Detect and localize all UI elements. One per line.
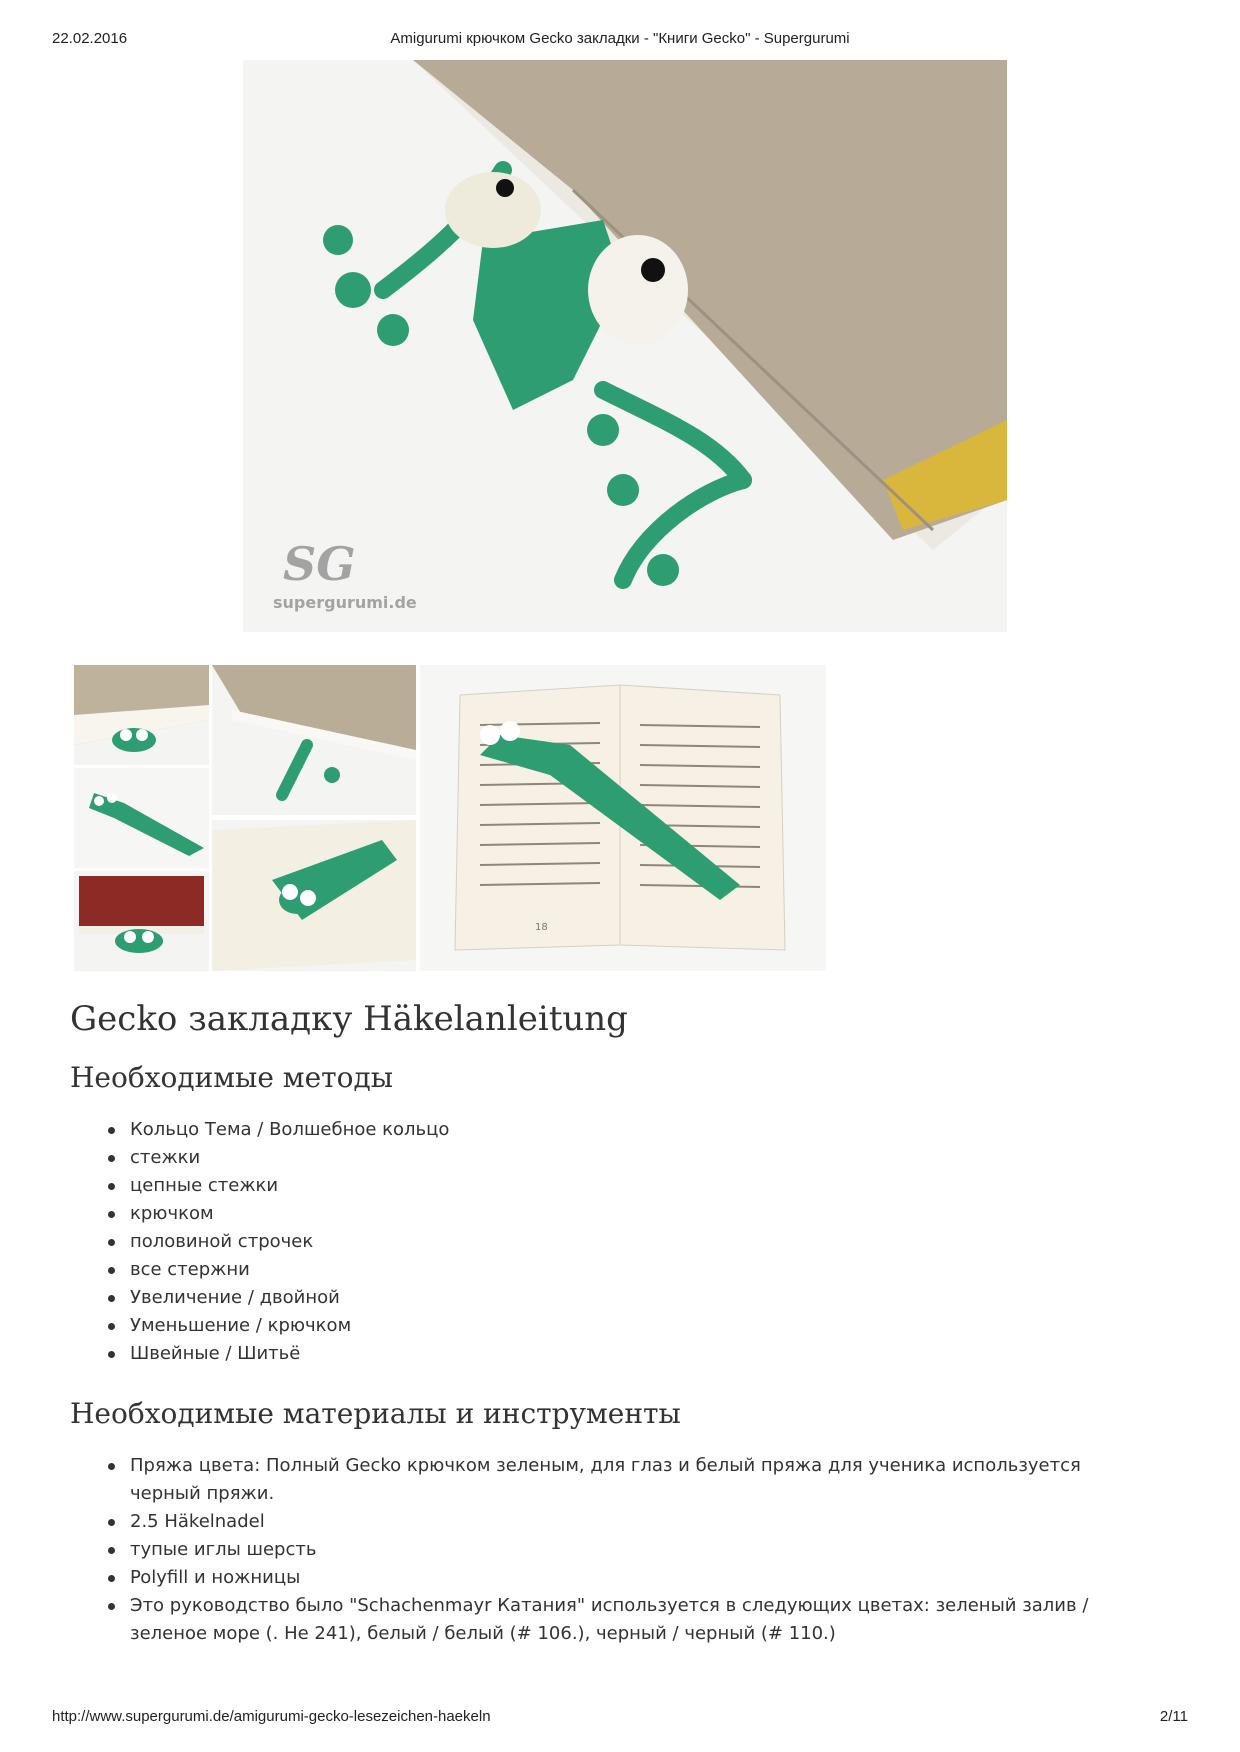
list-item: Кольцо Тема / Волшебное кольцо	[130, 1116, 1130, 1144]
list-item: Швейные / Шитьё	[130, 1340, 1130, 1368]
thumbnail-photo[interactable]	[74, 768, 209, 868]
thumbnail-photo[interactable]	[212, 665, 416, 815]
thumbnail-photo[interactable]	[420, 665, 826, 971]
article-title: Gecko закладку Häkelanleitung	[70, 999, 628, 1039]
book-page-number: 18	[535, 922, 548, 933]
methods-heading: Необходимые методы	[70, 1061, 394, 1094]
list-item: Это руководство было "Schachenmayr Катания" используется в следующих цветах: зеленый залив / зеленое море (. Не 241), белый / белый (# 106.), черный / черный (# 110.)	[130, 1592, 1130, 1648]
list-item: Увеличение / двойной	[130, 1284, 1130, 1312]
page-number: 2/11	[1159, 1708, 1188, 1725]
thumbnail-photo[interactable]	[74, 871, 209, 971]
list-item: Уменьшение / крючком	[130, 1312, 1130, 1340]
article-content	[70, 996, 1170, 1674]
thumbnail-photo[interactable]	[212, 820, 416, 971]
materials-list	[70, 1452, 1170, 1648]
pdf-footer	[52, 1708, 1188, 1728]
list-item: Пряжа цвета: Полный Gecko крючком зеленым, для глаз и белый пряжа для ученика используется черный пряжи.	[130, 1452, 1130, 1508]
hero-photo	[243, 60, 1007, 632]
list-item: половиной строчек	[130, 1228, 1130, 1256]
materials-heading: Необходимые материалы и инструменты	[70, 1397, 681, 1430]
gecko-thumb-tail-photo	[212, 665, 416, 815]
list-item: 2.5 Häkelnadel	[130, 1508, 1130, 1536]
print-page-title: Amigurumi крючком Gecko закладки - "Книги Gecko" - Supergurumi	[390, 30, 850, 47]
thumbnail-photo[interactable]	[74, 665, 209, 765]
source-url: http://www.supergurumi.de/amigurumi-gecko-lesezeichen-haekeln	[52, 1708, 491, 1725]
list-item: стежки	[130, 1144, 1130, 1172]
gecko-thumb-open-book-photo	[212, 820, 416, 971]
list-item: цепные стежки	[130, 1172, 1130, 1200]
list-item: тупые иглы шерсть	[130, 1536, 1130, 1564]
methods-list	[70, 1116, 1170, 1368]
gecko-thumb-red-book-photo	[74, 871, 209, 971]
pdf-header	[52, 30, 1188, 50]
gecko-bookmark-photo	[243, 60, 1007, 632]
gecko-thumb-book-photo	[74, 665, 209, 765]
print-date: 22.02.2016	[52, 30, 128, 47]
watermark-text: supergurumi.de	[273, 593, 417, 612]
list-item: крючком	[130, 1200, 1130, 1228]
gecko-thumb-flat-photo	[74, 768, 209, 868]
list-item: Polyfill и ножницы	[130, 1564, 1130, 1592]
gecko-thumb-pages-photo	[420, 665, 826, 971]
watermark-logo: SG	[283, 537, 356, 591]
list-item: все стержни	[130, 1256, 1130, 1284]
